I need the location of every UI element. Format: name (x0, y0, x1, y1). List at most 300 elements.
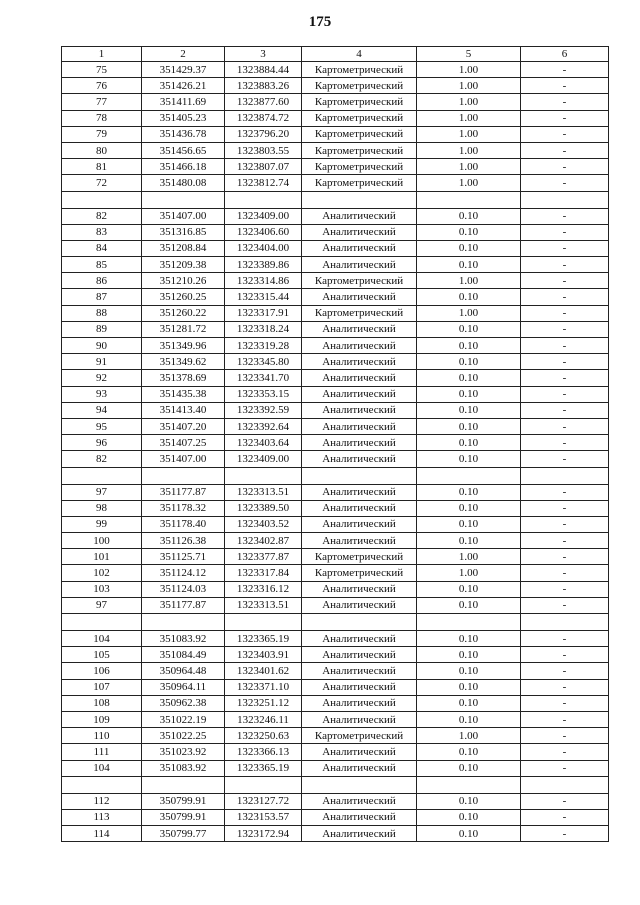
table-cell: Аналитический (302, 711, 417, 727)
table-row (62, 500, 609, 516)
empty-cell (225, 776, 302, 793)
column-header: 6 (521, 47, 609, 62)
empty-cell (62, 614, 142, 631)
table-cell: 351405.23 (142, 110, 225, 126)
table-row (62, 142, 609, 158)
table-cell: Аналитический (302, 516, 417, 532)
table-cell: 111 (62, 744, 142, 760)
column-header: 4 (302, 47, 417, 62)
table-cell: 1323803.55 (225, 142, 302, 158)
table-cell: - (521, 809, 609, 825)
table-row (62, 744, 609, 760)
table-cell: Картометрический (302, 94, 417, 110)
empty-cell (417, 191, 521, 208)
table-row (62, 289, 609, 305)
table-cell: 1.00 (417, 175, 521, 191)
table-cell: 1323250.63 (225, 728, 302, 744)
table-cell: 92 (62, 370, 142, 386)
table-cell: - (521, 565, 609, 581)
table-cell: - (521, 321, 609, 337)
empty-cell (521, 776, 609, 793)
table-row (62, 224, 609, 240)
table-row (62, 435, 609, 451)
table-cell: 0.10 (417, 500, 521, 516)
table-cell: 351378.69 (142, 370, 225, 386)
table-cell: 351480.08 (142, 175, 225, 191)
table-cell: - (521, 695, 609, 711)
table-cell: 1323389.86 (225, 257, 302, 273)
table-row (62, 354, 609, 370)
table-cell: 1323317.91 (225, 305, 302, 321)
table-cell: 77 (62, 94, 142, 110)
table-cell: Картометрический (302, 305, 417, 321)
empty-cell (417, 467, 521, 484)
empty-cell (62, 467, 142, 484)
table-cell: Аналитический (302, 597, 417, 613)
table-cell: 351407.20 (142, 418, 225, 434)
table-cell: 351083.92 (142, 760, 225, 776)
table-row (62, 273, 609, 289)
table-row (62, 728, 609, 744)
table-row (62, 418, 609, 434)
table-cell: 351407.00 (142, 451, 225, 467)
table-cell: 350962.38 (142, 695, 225, 711)
table-cell: - (521, 711, 609, 727)
table-cell: 350964.48 (142, 663, 225, 679)
table-cell: - (521, 273, 609, 289)
table-cell: 0.10 (417, 240, 521, 256)
table-cell: 81 (62, 159, 142, 175)
table-cell: Аналитический (302, 208, 417, 224)
group-separator-row (62, 776, 609, 793)
header-row (62, 47, 609, 62)
table-row (62, 240, 609, 256)
empty-cell (417, 614, 521, 631)
table-cell: - (521, 240, 609, 256)
table-cell: 108 (62, 695, 142, 711)
column-header: 5 (417, 47, 521, 62)
table-cell: Картометрический (302, 62, 417, 78)
table-cell: Аналитический (302, 435, 417, 451)
empty-cell (521, 191, 609, 208)
table-cell: 351435.38 (142, 386, 225, 402)
table-row (62, 402, 609, 418)
table-cell: 76 (62, 78, 142, 94)
table-cell: Аналитический (302, 793, 417, 809)
table-cell: 100 (62, 533, 142, 549)
table-cell: 1323812.74 (225, 175, 302, 191)
table-row (62, 597, 609, 613)
table-cell: Картометрический (302, 175, 417, 191)
table-row (62, 760, 609, 776)
empty-cell (142, 614, 225, 631)
column-header: 1 (62, 47, 142, 62)
table-cell: - (521, 435, 609, 451)
table-row (62, 826, 609, 842)
table-cell: 351407.25 (142, 435, 225, 451)
table-cell: 84 (62, 240, 142, 256)
table-cell: 351349.62 (142, 354, 225, 370)
empty-cell (417, 776, 521, 793)
table-cell: - (521, 760, 609, 776)
table-cell: - (521, 533, 609, 549)
table-cell: - (521, 142, 609, 158)
table-cell: 351349.96 (142, 338, 225, 354)
table-cell: 1.00 (417, 78, 521, 94)
table-cell: 1323409.00 (225, 208, 302, 224)
table-cell: 90 (62, 338, 142, 354)
empty-cell (225, 191, 302, 208)
table-cell: 94 (62, 402, 142, 418)
table-cell: Картометрический (302, 126, 417, 142)
table-cell: 1323883.26 (225, 78, 302, 94)
table-cell: Аналитический (302, 402, 417, 418)
table-cell: 0.10 (417, 321, 521, 337)
table-cell: 1323127.72 (225, 793, 302, 809)
table-cell: 351124.12 (142, 565, 225, 581)
table-cell: 351413.40 (142, 402, 225, 418)
table-cell: 0.10 (417, 533, 521, 549)
table-cell: 1323796.20 (225, 126, 302, 142)
table-cell: - (521, 289, 609, 305)
table-cell: 96 (62, 435, 142, 451)
table-cell: Картометрический (302, 110, 417, 126)
table-cell: 351466.18 (142, 159, 225, 175)
table-cell: 351177.87 (142, 597, 225, 613)
table-cell: 1323313.51 (225, 597, 302, 613)
table-cell: Картометрический (302, 549, 417, 565)
table-row (62, 647, 609, 663)
table-cell: - (521, 744, 609, 760)
table-row (62, 338, 609, 354)
table-cell: 1.00 (417, 159, 521, 175)
table-cell: 1.00 (417, 305, 521, 321)
empty-cell (302, 467, 417, 484)
table-cell: 1323389.50 (225, 500, 302, 516)
table-row (62, 78, 609, 94)
table-cell: 1.00 (417, 94, 521, 110)
table-cell: 88 (62, 305, 142, 321)
table-cell: 1323319.28 (225, 338, 302, 354)
table-cell: - (521, 354, 609, 370)
table-cell: 350799.77 (142, 826, 225, 842)
group-separator-row (62, 467, 609, 484)
table-cell: 351083.92 (142, 631, 225, 647)
table-cell: - (521, 631, 609, 647)
table-cell: 1323371.10 (225, 679, 302, 695)
empty-cell (302, 776, 417, 793)
page-number: 175 (308, 14, 332, 30)
table-cell: - (521, 663, 609, 679)
table-cell: 98 (62, 500, 142, 516)
table-cell: 89 (62, 321, 142, 337)
table-cell: 0.10 (417, 370, 521, 386)
table-cell: Картометрический (302, 565, 417, 581)
table-cell: Аналитический (302, 321, 417, 337)
table-cell: 79 (62, 126, 142, 142)
table-cell: 1323318.24 (225, 321, 302, 337)
table-cell: - (521, 484, 609, 500)
table-cell: 1.00 (417, 62, 521, 78)
table-cell: 0.10 (417, 289, 521, 305)
table-cell: 0.10 (417, 435, 521, 451)
table-cell: 1323409.00 (225, 451, 302, 467)
table-cell: 351260.22 (142, 305, 225, 321)
table-cell: - (521, 78, 609, 94)
table-cell: Картометрический (302, 78, 417, 94)
table-cell: 91 (62, 354, 142, 370)
empty-cell (521, 467, 609, 484)
table-cell: 1323365.19 (225, 760, 302, 776)
table-cell: Аналитический (302, 679, 417, 695)
table-cell: Картометрический (302, 142, 417, 158)
table-cell: 1323317.84 (225, 565, 302, 581)
table-row (62, 565, 609, 581)
table-cell: 351177.87 (142, 484, 225, 500)
table-row (62, 663, 609, 679)
table-cell: 1.00 (417, 728, 521, 744)
empty-cell (142, 191, 225, 208)
table-cell: 86 (62, 273, 142, 289)
table-row (62, 159, 609, 175)
table-cell: Аналитический (302, 744, 417, 760)
table-cell: Аналитический (302, 533, 417, 549)
table-cell: 1323884.44 (225, 62, 302, 78)
table-cell: Аналитический (302, 826, 417, 842)
table-cell: Аналитический (302, 695, 417, 711)
table-cell: 0.10 (417, 257, 521, 273)
empty-cell (225, 614, 302, 631)
table-cell: 351426.21 (142, 78, 225, 94)
table-cell: Аналитический (302, 581, 417, 597)
table-cell: 114 (62, 826, 142, 842)
table-cell: 104 (62, 631, 142, 647)
table-cell: 350799.91 (142, 793, 225, 809)
table-cell: Аналитический (302, 338, 417, 354)
table-cell: 106 (62, 663, 142, 679)
table-cell: 0.10 (417, 695, 521, 711)
table-body (62, 62, 609, 842)
table-cell: 1323403.64 (225, 435, 302, 451)
table-cell: - (521, 402, 609, 418)
table-cell: Картометрический (302, 728, 417, 744)
empty-cell (225, 467, 302, 484)
empty-cell (521, 614, 609, 631)
table-cell: Аналитический (302, 354, 417, 370)
table-cell: 351456.65 (142, 142, 225, 158)
group-separator-row (62, 614, 609, 631)
table-cell: 0.10 (417, 597, 521, 613)
table-cell: 0.10 (417, 711, 521, 727)
table-cell: 1.00 (417, 142, 521, 158)
table-cell: - (521, 418, 609, 434)
table-cell: 0.10 (417, 663, 521, 679)
table-row (62, 175, 609, 191)
table-cell: 0.10 (417, 809, 521, 825)
table-cell: Аналитический (302, 418, 417, 434)
table-cell: 110 (62, 728, 142, 744)
table-cell: 1323314.86 (225, 273, 302, 289)
table-cell: 351411.69 (142, 94, 225, 110)
table-cell: 0.10 (417, 386, 521, 402)
table-cell: 0.10 (417, 631, 521, 647)
table-cell: 350964.11 (142, 679, 225, 695)
table-cell: 1323877.60 (225, 94, 302, 110)
table-cell: 0.10 (417, 208, 521, 224)
table-cell: Аналитический (302, 809, 417, 825)
table-cell: 351022.19 (142, 711, 225, 727)
table-cell: 0.10 (417, 338, 521, 354)
table-cell: 0.10 (417, 826, 521, 842)
table-cell: 85 (62, 257, 142, 273)
table-cell: 0.10 (417, 484, 521, 500)
table-cell: 1323345.80 (225, 354, 302, 370)
table-cell: 351084.49 (142, 647, 225, 663)
table-cell: - (521, 679, 609, 695)
table-cell: 75 (62, 62, 142, 78)
table-cell: 1323313.51 (225, 484, 302, 500)
table-cell: - (521, 305, 609, 321)
table-cell: 351178.40 (142, 516, 225, 532)
table-cell: - (521, 793, 609, 809)
table-cell: Аналитический (302, 500, 417, 516)
table-cell: 0.10 (417, 224, 521, 240)
table-cell: - (521, 549, 609, 565)
table-row (62, 679, 609, 695)
table-row (62, 793, 609, 809)
table-cell: 0.10 (417, 647, 521, 663)
table-cell: 1323377.87 (225, 549, 302, 565)
table-row (62, 386, 609, 402)
table-cell: - (521, 175, 609, 191)
table-cell: 0.10 (417, 418, 521, 434)
table-cell: - (521, 516, 609, 532)
table-cell: - (521, 94, 609, 110)
table-cell: - (521, 728, 609, 744)
table-cell: 95 (62, 418, 142, 434)
table-cell: 105 (62, 647, 142, 663)
table-cell: 0.10 (417, 402, 521, 418)
table-cell: 1323365.19 (225, 631, 302, 647)
table-row (62, 94, 609, 110)
table-cell: - (521, 581, 609, 597)
empty-cell (302, 614, 417, 631)
table-cell: 0.10 (417, 451, 521, 467)
column-header: 3 (225, 47, 302, 62)
table-cell: 109 (62, 711, 142, 727)
empty-cell (142, 467, 225, 484)
table-cell: - (521, 338, 609, 354)
table-row (62, 126, 609, 142)
table-cell: 351209.38 (142, 257, 225, 273)
table-cell: 93 (62, 386, 142, 402)
table-cell: - (521, 500, 609, 516)
table-cell: 1.00 (417, 273, 521, 289)
table-cell: Картометрический (302, 273, 417, 289)
table-cell: 104 (62, 760, 142, 776)
table-cell: 1323404.00 (225, 240, 302, 256)
table-cell: 351210.26 (142, 273, 225, 289)
table-cell: 101 (62, 549, 142, 565)
table-row (62, 516, 609, 532)
table-cell: 0.10 (417, 760, 521, 776)
table-cell: - (521, 208, 609, 224)
table-cell: 1.00 (417, 110, 521, 126)
table-cell: 351316.85 (142, 224, 225, 240)
table-cell: 1323153.57 (225, 809, 302, 825)
table-cell: Аналитический (302, 647, 417, 663)
table-row (62, 581, 609, 597)
table-cell: 351023.92 (142, 744, 225, 760)
group-separator-row (62, 191, 609, 208)
table-cell: Аналитический (302, 370, 417, 386)
table-cell: 0.10 (417, 581, 521, 597)
table-cell: 1.00 (417, 565, 521, 581)
table-cell: 351124.03 (142, 581, 225, 597)
table-cell: 1323402.87 (225, 533, 302, 549)
table-cell: 351208.84 (142, 240, 225, 256)
table-row (62, 321, 609, 337)
table-cell: 1323316.12 (225, 581, 302, 597)
table-cell: Аналитический (302, 760, 417, 776)
table-cell: 82 (62, 451, 142, 467)
table-cell: 0.10 (417, 354, 521, 370)
table-cell: 1323392.64 (225, 418, 302, 434)
table-cell: 0.10 (417, 516, 521, 532)
table-cell: 1323251.12 (225, 695, 302, 711)
table-cell: - (521, 597, 609, 613)
table-cell: Аналитический (302, 224, 417, 240)
table-cell: Аналитический (302, 451, 417, 467)
empty-cell (142, 776, 225, 793)
table-cell: Аналитический (302, 257, 417, 273)
table-cell: - (521, 386, 609, 402)
table-cell: 351125.71 (142, 549, 225, 565)
table-row (62, 533, 609, 549)
table-cell: 97 (62, 484, 142, 500)
table-cell: 350799.91 (142, 809, 225, 825)
table-row (62, 62, 609, 78)
table-row (62, 208, 609, 224)
table-cell: 1323406.60 (225, 224, 302, 240)
table-cell: 0.10 (417, 793, 521, 809)
table-cell: 351429.37 (142, 62, 225, 78)
table-cell: 87 (62, 289, 142, 305)
table-cell: 1323874.72 (225, 110, 302, 126)
table-row (62, 695, 609, 711)
table-cell: 351126.38 (142, 533, 225, 549)
empty-cell (62, 191, 142, 208)
table-row (62, 484, 609, 500)
table-cell: 83 (62, 224, 142, 240)
table-row (62, 110, 609, 126)
table-cell: - (521, 826, 609, 842)
table-cell: 351407.00 (142, 208, 225, 224)
table-cell: 102 (62, 565, 142, 581)
table-cell: 0.10 (417, 744, 521, 760)
table-cell: 1323401.62 (225, 663, 302, 679)
table-cell: 1.00 (417, 126, 521, 142)
table-cell: - (521, 451, 609, 467)
table-cell: 99 (62, 516, 142, 532)
table-cell: 1323353.15 (225, 386, 302, 402)
table-cell: - (521, 110, 609, 126)
table-cell: 351260.25 (142, 289, 225, 305)
table-cell: Аналитический (302, 631, 417, 647)
table-cell: 0.10 (417, 679, 521, 695)
table-cell: 112 (62, 793, 142, 809)
table-cell: 1323392.59 (225, 402, 302, 418)
